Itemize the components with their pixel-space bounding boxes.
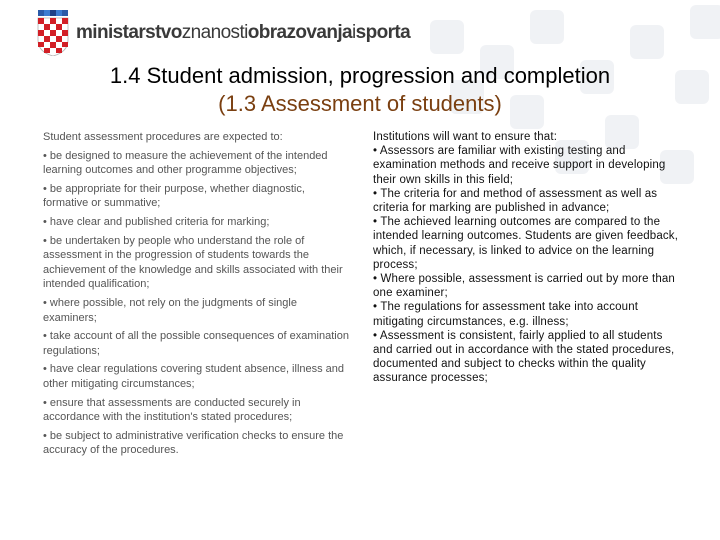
left-paragraph: • have clear and published criteria for marking; bbox=[43, 215, 270, 228]
left-paragraph: • where possible, not rely on the judgments of single examiners; bbox=[43, 296, 297, 324]
slide-title-subtitle: (1.3 Assessment of students) bbox=[218, 91, 502, 116]
croatian-coat-of-arms-icon bbox=[36, 10, 70, 56]
left-paragraph: • be undertaken by people who understand the role of assessment in the progression of students towards the achievement of the knowledge and skills associated with their intended qualification; bbox=[43, 234, 343, 291]
right-paragraph: • The criteria for and method of assessment as well as criteria for marking are published in advance; bbox=[373, 187, 658, 215]
left-paragraph: Student assessment procedures are expected to: bbox=[43, 131, 283, 143]
ministry-logo-text: ministarstvoznanostiobrazovanjaisporta bbox=[76, 22, 411, 43]
right-paragraph: • Where possible, assessment is carried out by more than one examiner; bbox=[373, 273, 675, 300]
right-paragraph: • The achieved learning outcomes are compared to the intended learning outcomes. Students are given feedback, which, if necessary, is linked to advice on the learning process; bbox=[373, 216, 679, 271]
right-paragraph: Institutions will want to ensure that: bbox=[373, 131, 558, 143]
left-paragraph: • ensure that assessments are conducted securely in accordance with the institution's stated procedures; bbox=[43, 396, 301, 424]
slide-title-main: 1.4 Student admission, progression and completion bbox=[109, 63, 611, 88]
left-paragraph: • be appropriate for their purpose, whether diagnostic, formative or summative; bbox=[43, 182, 305, 210]
left-column-text bbox=[43, 130, 351, 462]
left-paragraph: • be subject to administrative verification checks to ensure the accuracy of the procedures. bbox=[43, 429, 344, 457]
left-paragraph: • be designed to measure the achievement of the intended learning outcomes and other programme objectives; bbox=[43, 149, 328, 177]
right-column-text bbox=[373, 130, 685, 386]
ministry-header bbox=[36, 8, 410, 58]
slide-title bbox=[0, 62, 720, 118]
left-paragraph: • have clear regulations covering student absence, illness and other mitigating circumstances; bbox=[43, 363, 345, 390]
right-paragraph: • The regulations for assessment take into account mitigating circumstances, e.g. illness; bbox=[373, 301, 639, 328]
left-paragraph: • take account of all the possible consequences of examination regulations; bbox=[43, 330, 349, 357]
right-paragraph: • Assessors are familiar with existing testing and examination methods and receive support in developing their own skills in this field; bbox=[373, 145, 666, 186]
right-paragraph: • Assessment is consistent, fairly applied to all students and carried out in accordance with the stated procedures, documented and subject to checks within the quality assurance processes; bbox=[373, 329, 675, 385]
